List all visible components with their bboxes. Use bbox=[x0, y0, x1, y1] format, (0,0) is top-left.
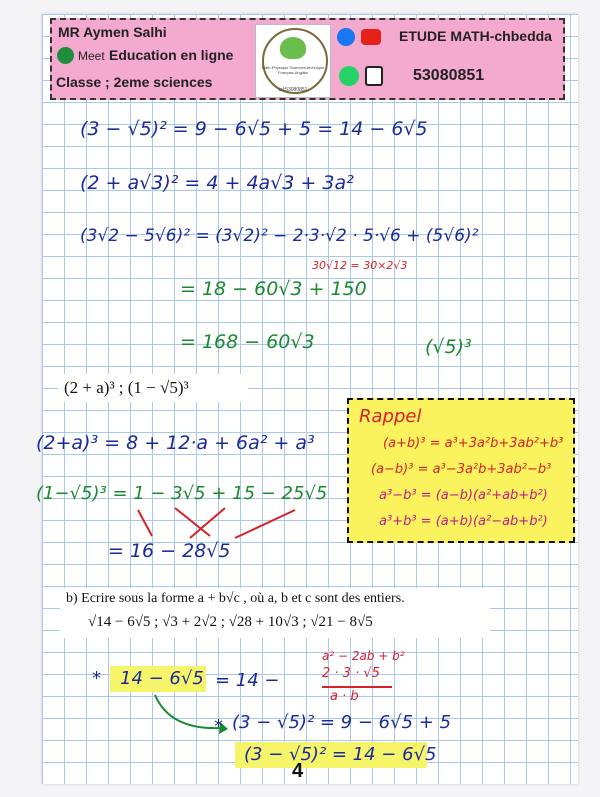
work3-above: a² − 2ab + b² bbox=[322, 649, 405, 663]
side-note: (√5)³ bbox=[425, 336, 472, 358]
work3-eq: = 14 − bbox=[215, 670, 280, 691]
page-number: 4 bbox=[292, 760, 304, 782]
red-arrows bbox=[130, 500, 310, 550]
exercise-b-prompt: b) Ecrire sous la forme a + b√c , où a, b et c sont des entiers. bbox=[66, 591, 405, 606]
work3-line-3: (3 − √5)² = 14 − 6√5 bbox=[244, 744, 437, 765]
class-name: Classe ; 2eme sciences bbox=[56, 74, 213, 90]
work-line-2: (2 + a√3)² = 4 + 4a√3 + 3a² bbox=[80, 172, 354, 194]
rappel-line-3: a³−b³ = (a−b)(a²+ab+b²) bbox=[379, 488, 548, 503]
facebook-icon bbox=[337, 28, 355, 46]
header-banner bbox=[50, 18, 565, 100]
work-line-3-note: 30√12 = 30×2√3 bbox=[312, 259, 408, 272]
work2-line-2: (1−√5)³ = 1 − 3√5 + 15 − 25√5 bbox=[36, 483, 328, 504]
star-mark-2: * bbox=[214, 716, 223, 737]
rappel-line-1: (a+b)³ = a³+3a²b+3ab²+b³ bbox=[383, 436, 564, 451]
rappel-title: Rappel bbox=[359, 406, 422, 427]
logo-text: Math-Physique Sciences-technique Français-Anglais bbox=[261, 65, 325, 75]
work3-frac-bot: a · b bbox=[330, 689, 359, 704]
logo-phone: tel:53080851 bbox=[278, 87, 308, 93]
rappel-line-2: (a−b)³ = a³−3a²b+3ab²−b³ bbox=[371, 462, 552, 477]
meet-icon bbox=[57, 47, 74, 64]
youtube-icon bbox=[361, 29, 381, 45]
work-line-3b: = 18 − 60√3 + 150 bbox=[180, 278, 367, 300]
work-line-3c: = 168 − 60√3 bbox=[180, 331, 315, 353]
rappel-line-4: a³+b³ = (a+b)(a²−ab+b²) bbox=[379, 514, 548, 529]
star-mark: * bbox=[92, 668, 101, 689]
header-title: ETUDE MATH-chbedda bbox=[399, 28, 552, 44]
phone-icon bbox=[365, 66, 383, 86]
exercise-a: (2 + a)³ ; (1 − √5)³ bbox=[64, 378, 189, 397]
meet-label: Meet bbox=[78, 49, 105, 63]
platform-name: Education en ligne bbox=[109, 47, 234, 63]
work2-line-1: (2+a)³ = 8 + 12·a + 6a² + a³ bbox=[36, 432, 315, 454]
teacher-name: MR Aymen Salhi bbox=[58, 24, 167, 40]
work-line-3a: (3√2 − 5√6)² = (3√2)² − 2·3·√2 · 5·√6 + (5√6)² bbox=[80, 226, 479, 246]
work3-line-2: (3 − √5)² = 9 − 6√5 + 5 bbox=[232, 712, 452, 733]
rappel-box bbox=[347, 398, 575, 543]
work3-frac-top: 2 · 3 · √5 bbox=[322, 666, 380, 681]
fraction-bar bbox=[322, 686, 392, 688]
phone-number: 53080851 bbox=[413, 67, 485, 84]
work2-line-3: = 16 − 28√5 bbox=[108, 540, 231, 562]
work-line-1: (3 − √5)² = 9 − 6√5 + 5 = 14 − 6√5 bbox=[80, 118, 428, 140]
school-logo bbox=[255, 24, 331, 98]
exercise-b-items: √14 − 6√5 ; √3 + 2√2 ; √28 + 10√3 ; √21 − 8√5 bbox=[88, 614, 373, 630]
work3-highlight: 14 − 6√5 bbox=[120, 668, 204, 689]
whatsapp-icon bbox=[339, 66, 359, 86]
